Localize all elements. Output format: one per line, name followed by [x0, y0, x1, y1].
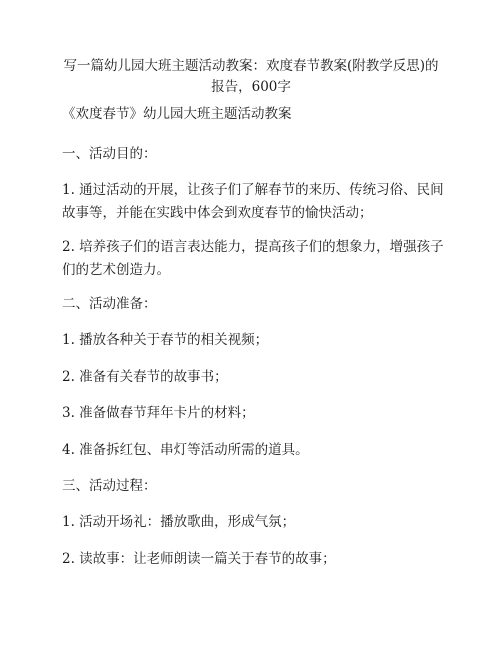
document-subtitle: 《欢度春节》幼儿园大班主题活动教案: [62, 106, 292, 122]
section-heading-objectives: 一、活动目的：: [62, 146, 157, 162]
document-title: 写一篇幼儿园大班主题活动教案：欢度春节教案(附教学反思)的报告，600字: [63, 58, 439, 95]
paragraph: 1. 通过活动的开展，让孩子们了解春节的来历、传统习俗、民间故事等，并能在实践中体会到欢度春节的愉快活动；: [62, 182, 444, 221]
section-heading-process: 三、活动过程：: [62, 478, 157, 494]
list-item: 1. 播放各种关于春节的相关视频；: [62, 332, 269, 348]
list-item: 3. 准备做春节拜年卡片的材料；: [62, 405, 255, 421]
list-item: 2. 读故事：让老师朗读一篇关于春节的故事；: [62, 551, 336, 567]
list-item: 2. 准备有关春节的故事书；: [62, 369, 228, 385]
paragraph: 2. 培养孩子们的语言表达能力，提高孩子们的想象力，增强孩子们的艺术创造力。: [62, 239, 444, 278]
list-item: 1. 活动开场礼：播放歌曲，形成气氛；: [62, 514, 296, 530]
section-heading-preparation: 二、活动准备：: [62, 296, 157, 312]
list-item: 4. 准备拆红包、串灯等活动所需的道具。: [62, 442, 309, 458]
